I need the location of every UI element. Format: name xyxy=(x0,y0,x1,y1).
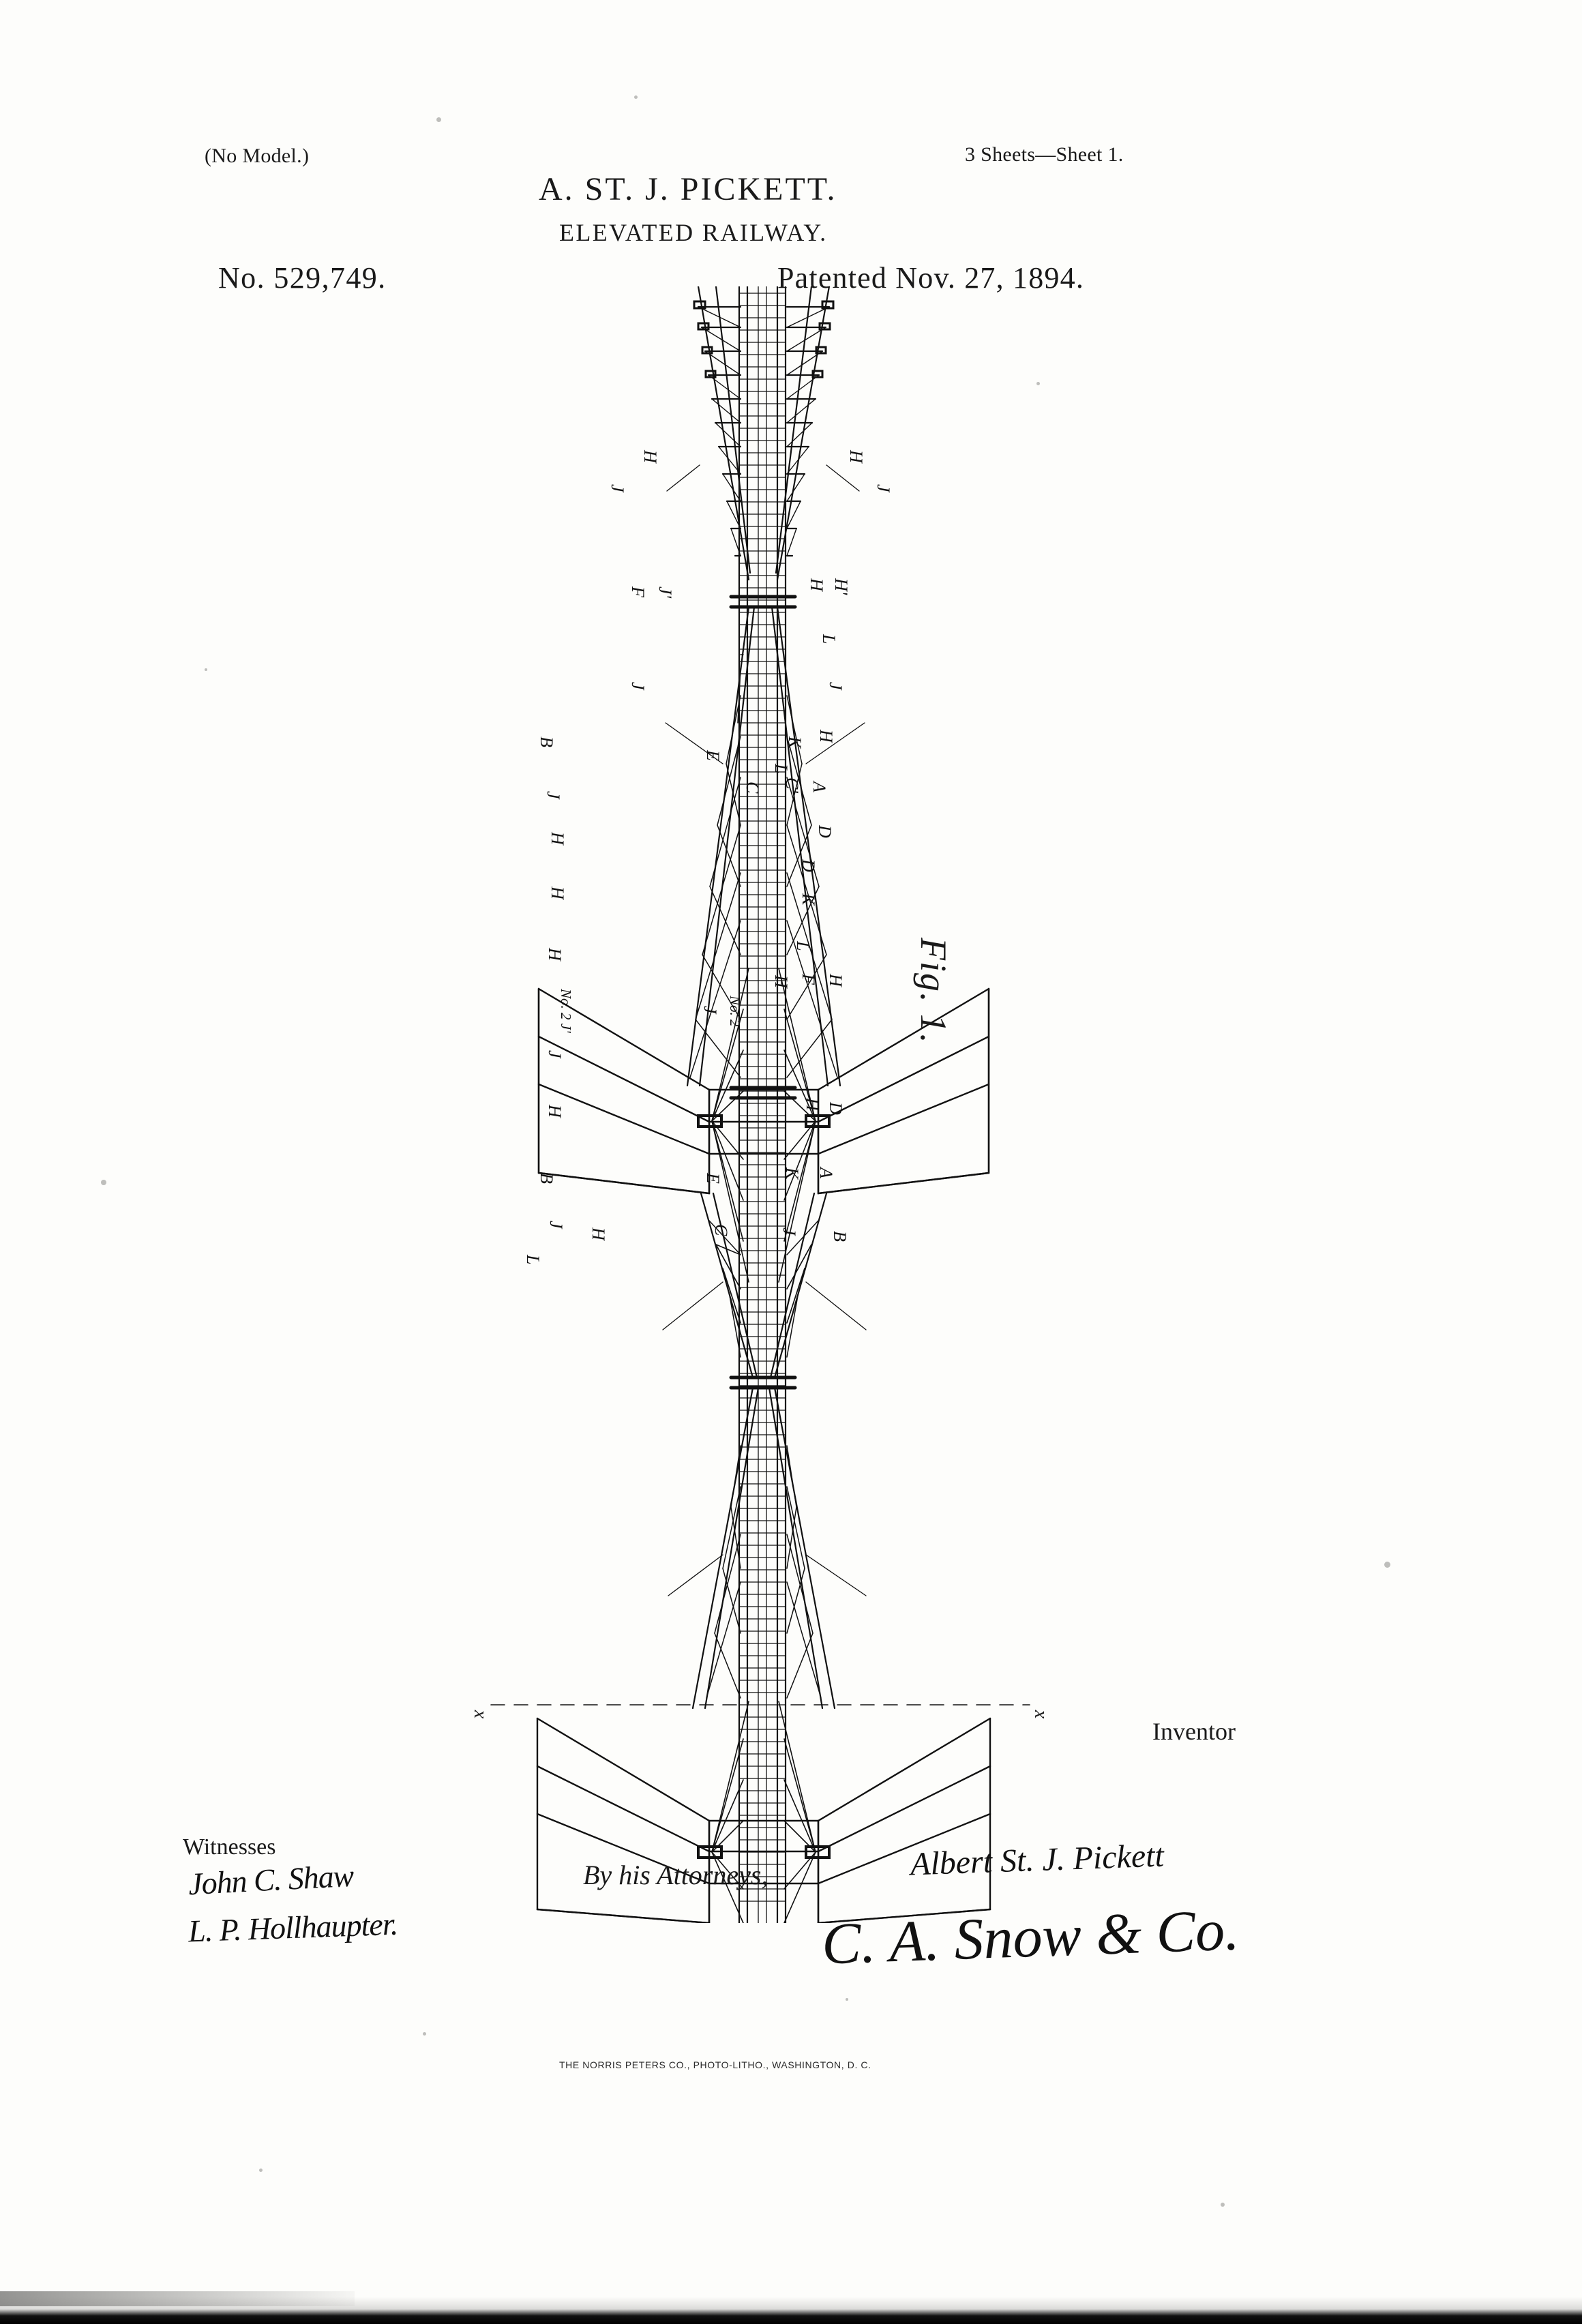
ref-letter-J-prime: J' xyxy=(655,586,675,599)
scan-speck xyxy=(634,95,638,99)
sheet-count-label: 3 Sheets—Sheet 1. xyxy=(965,143,1124,166)
witnesses-label: Witnesses xyxy=(183,1834,276,1860)
attorneys-line: By his Attorneys, xyxy=(583,1860,768,1890)
figure-caption: Fig. 1. xyxy=(913,938,954,1045)
witness-signature-1: John C. Shaw xyxy=(187,1858,355,1902)
ref-letter-H-platform: H xyxy=(816,730,836,743)
ref-letter-H-top-left: H xyxy=(640,450,660,463)
ref-letter-L-upper: L xyxy=(819,634,839,644)
ref-letter-J-platform-left: J xyxy=(543,791,563,799)
ref-letter-B-lower: B xyxy=(537,1173,556,1184)
inventor-label: Inventor xyxy=(1152,1718,1236,1745)
scan-speck xyxy=(846,1998,848,2001)
ref-letter-H-bottom-right: H xyxy=(803,1098,822,1111)
ref-letter-D-upper: D xyxy=(815,825,835,838)
ref-letter-A-upper: A xyxy=(809,781,829,792)
ref-letter-H-top-right: H xyxy=(846,450,866,463)
ref-letter-H-bottom-left: H xyxy=(545,1105,565,1118)
scan-speck xyxy=(259,2169,263,2172)
ref-letter-H-lower-deck: H xyxy=(588,1227,608,1240)
ref-letter-H-mid-upper: H xyxy=(807,578,826,591)
ref-letter-J-upper-right: J xyxy=(826,682,846,690)
inventor-signature: Albert St. J. Pickett xyxy=(910,1837,1165,1883)
scan-speck xyxy=(423,2032,426,2036)
ref-letter-H-deck: H xyxy=(548,832,567,845)
no-model-note: (No Model.) xyxy=(205,145,310,167)
ref-letter-no2-j-prime: No. 2 J' xyxy=(558,989,574,1033)
ref-letter-J-lower-right: J xyxy=(779,1227,799,1236)
ref-letter-B-lower-right: B xyxy=(830,1231,850,1242)
ref-letter-L-bottom: L xyxy=(523,1255,543,1265)
ref-letter-C-prime: C' xyxy=(782,777,802,793)
ref-letter-H-fourth: H xyxy=(545,948,565,961)
scan-speck xyxy=(1036,382,1040,385)
ref-letter-C-lower: C xyxy=(711,1224,731,1236)
ref-letter-G-lower: F xyxy=(799,974,818,985)
scan-bottom-edge xyxy=(0,2297,1582,2324)
ref-letter-J-bottom-left: J xyxy=(545,1050,565,1058)
ref-letter-K-lower: K xyxy=(799,893,818,906)
ref-letter-B-upper: B xyxy=(537,736,556,747)
scan-speck xyxy=(101,1180,106,1185)
ref-letter-G: F xyxy=(628,586,648,597)
ref-letter-A-lower: A xyxy=(816,1167,836,1178)
ref-letter-D-lower: D xyxy=(799,859,818,872)
ref-letter-K-bottom: K xyxy=(782,1167,802,1180)
ref-letter-J-upper-left: J xyxy=(628,682,648,690)
ref-letter-L-platform: L xyxy=(771,764,791,774)
ref-letter-J-top-left: J xyxy=(608,484,627,492)
ref-letter-H-prime: H' xyxy=(831,578,851,595)
section-label-x-left: x xyxy=(470,1710,492,1719)
witness-signature-2: L. P. Hollhaupter. xyxy=(188,1906,398,1949)
ref-letter-no2: No. 2 xyxy=(727,996,743,1027)
ref-letter-C-upper: C xyxy=(743,781,762,794)
ref-letter-J-lower-deck: J xyxy=(546,1221,566,1229)
invention-title: ELEVATED RAILWAY. xyxy=(559,219,828,246)
patent-number: No. 529,749. xyxy=(218,261,387,295)
ref-letter-H-no2: H xyxy=(771,975,791,988)
inventor-name-heading: A. ST. J. PICKETT. xyxy=(539,171,837,207)
ref-letter-D-bottom: D xyxy=(826,1102,846,1115)
scan-speck xyxy=(436,117,441,122)
attorney-firm-signature: C. A. Snow & Co. xyxy=(820,1896,1240,1977)
section-label-x-right: x xyxy=(1030,1710,1052,1719)
ref-letter-E-lower: E xyxy=(703,1173,723,1184)
printer-imprint: THE NORRIS PETERS CO., PHOTO-LITHO., WASHINGTON, D. C. xyxy=(559,2059,871,2070)
ref-letter-H-no2b: H xyxy=(826,974,846,987)
ref-letter-E-upper: E xyxy=(703,750,723,761)
ref-letter-H-lower-left: H xyxy=(548,887,567,899)
ref-letter-K-upper: K xyxy=(785,736,805,749)
figure-1-drawing xyxy=(423,286,1186,1923)
ref-letter-J-no2: J xyxy=(700,1006,720,1014)
scan-speck xyxy=(1384,1562,1390,1568)
patent-date: Patented Nov. 27, 1894. xyxy=(777,261,1085,295)
scan-speck xyxy=(205,668,207,671)
scan-speck xyxy=(1221,2203,1225,2207)
ref-letter-L-lower: L xyxy=(793,941,813,951)
ref-letter-J-top-right: J xyxy=(874,484,893,492)
